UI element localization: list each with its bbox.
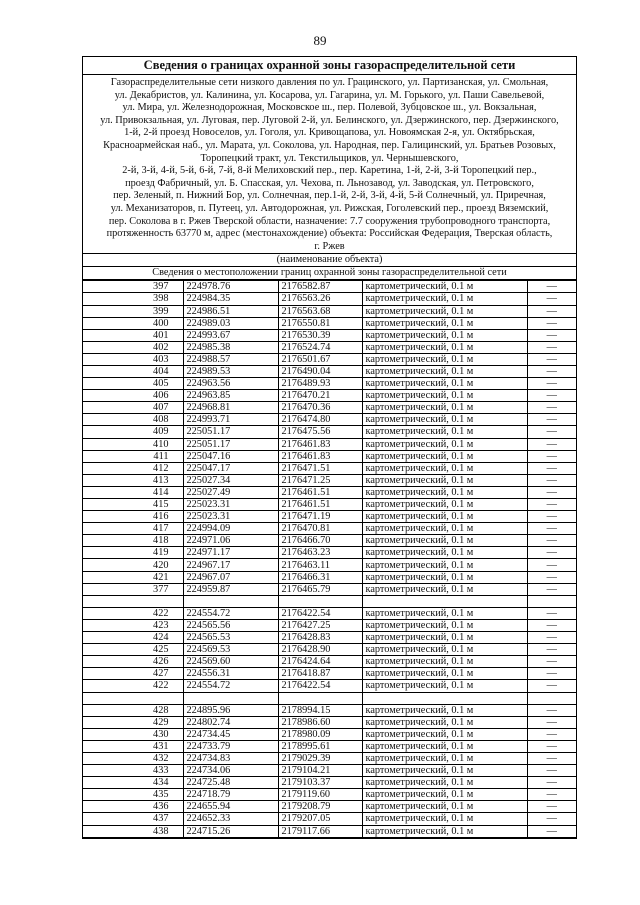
page-number: 89	[313, 33, 327, 48]
table-row	[83, 825, 576, 837]
description-cell: —	[527, 547, 576, 559]
coordinate-x: 224802.74	[183, 716, 278, 728]
method-accuracy: картометрический, 0.1 м	[362, 353, 527, 365]
point-number: 399	[83, 305, 183, 317]
coordinate-y: 2176475.56	[278, 426, 362, 438]
method-accuracy: картометрический, 0.1 м	[362, 716, 527, 728]
method-accuracy: картометрический, 0.1 м	[362, 607, 527, 619]
point-number: 422	[83, 607, 183, 619]
description-cell: —	[527, 281, 576, 293]
coordinate-x: 224967.07	[183, 571, 278, 583]
description-cell: —	[527, 317, 576, 329]
description-line: ул. Мира, ул. Железнодорожная, Московское ш., пер. Полевой, Зубцовское ш., ул. Вокзальная,	[122, 102, 537, 114]
table-row	[83, 317, 576, 329]
coordinate-y: 2179119.60	[278, 789, 362, 801]
description-cell: —	[527, 740, 576, 752]
coordinate-x: 224565.56	[183, 619, 278, 631]
description-cell: —	[527, 414, 576, 426]
method-accuracy	[362, 595, 527, 607]
table-row	[83, 607, 576, 619]
method-accuracy: картометрический, 0.1 м	[362, 450, 527, 462]
method-accuracy: картометрический, 0.1 м	[362, 704, 527, 716]
point-number: 405	[83, 378, 183, 390]
description-cell: —	[527, 535, 576, 547]
coordinate-x: 224989.53	[183, 365, 278, 377]
table-row	[83, 728, 576, 740]
coordinate-x: 225027.34	[183, 474, 278, 486]
coordinate-x: 224963.85	[183, 390, 278, 402]
coordinate-x: 224569.53	[183, 644, 278, 656]
coordinate-y: 2176470.21	[278, 390, 362, 402]
method-accuracy: картометрический, 0.1 м	[362, 474, 527, 486]
table-row	[83, 305, 576, 317]
table-row	[83, 680, 576, 692]
method-accuracy: картометрический, 0.1 м	[362, 789, 527, 801]
point-number	[83, 595, 183, 607]
coordinate-y: 2178980.09	[278, 728, 362, 740]
coordinate-x: 224967.17	[183, 559, 278, 571]
table-row	[83, 353, 576, 365]
coordinate-y: 2179207.05	[278, 813, 362, 825]
method-accuracy: картометрический, 0.1 м	[362, 656, 527, 668]
description-cell: —	[527, 353, 576, 365]
coordinate-y: 2176501.67	[278, 353, 362, 365]
coordinate-y: 2176461.83	[278, 438, 362, 450]
table-row	[83, 462, 576, 474]
method-accuracy: картометрический, 0.1 м	[362, 583, 527, 595]
description-cell: —	[527, 765, 576, 777]
point-number: 428	[83, 704, 183, 716]
description-line: г. Ржев	[314, 240, 345, 252]
point-number: 415	[83, 499, 183, 511]
coordinate-x: 224652.33	[183, 813, 278, 825]
description-cell: —	[527, 619, 576, 631]
table-row	[83, 547, 576, 559]
point-number: 403	[83, 353, 183, 365]
object-name-caption: (наименование объекта)	[83, 253, 576, 267]
description-cell: —	[527, 704, 576, 716]
coordinate-x: 225047.17	[183, 462, 278, 474]
method-accuracy: картометрический, 0.1 м	[362, 378, 527, 390]
point-number: 410	[83, 438, 183, 450]
table-row	[83, 450, 576, 462]
table-row	[83, 535, 576, 547]
coordinate-y: 2176489.93	[278, 378, 362, 390]
coordinate-y: 2176471.25	[278, 474, 362, 486]
point-number: 437	[83, 813, 183, 825]
document-frame	[82, 56, 577, 839]
table-row	[83, 559, 576, 571]
coordinate-x: 224994.09	[183, 523, 278, 535]
method-accuracy: картометрический, 0.1 м	[362, 511, 527, 523]
table-row	[83, 704, 576, 716]
coordinate-x: 224988.57	[183, 353, 278, 365]
point-number: 433	[83, 765, 183, 777]
method-accuracy: картометрический, 0.1 м	[362, 402, 527, 414]
method-accuracy: картометрический, 0.1 м	[362, 813, 527, 825]
method-accuracy: картометрический, 0.1 м	[362, 801, 527, 813]
coordinate-x: 224718.79	[183, 789, 278, 801]
point-number: 421	[83, 571, 183, 583]
coordinate-y: 2179208.79	[278, 801, 362, 813]
description-line: ул. Привокзальная, ул. Луговая, пер. Луговой 2-й, ул. Белинского, ул. Дзержинского, пер. Дзержинского,	[100, 114, 559, 126]
coordinate-y: 2176470.81	[278, 523, 362, 535]
method-accuracy: картометрический, 0.1 м	[362, 317, 527, 329]
coordinate-x: 224968.81	[183, 402, 278, 414]
coordinate-y: 2176461.51	[278, 486, 362, 498]
method-accuracy: картометрический, 0.1 м	[362, 680, 527, 692]
method-accuracy: картометрический, 0.1 м	[362, 365, 527, 377]
coordinate-x: 224984.35	[183, 293, 278, 305]
description-cell: —	[527, 801, 576, 813]
coordinate-y: 2176428.83	[278, 632, 362, 644]
method-accuracy: картометрический, 0.1 м	[362, 426, 527, 438]
coordinate-x: 225027.49	[183, 486, 278, 498]
description-cell: —	[527, 777, 576, 789]
description-cell: —	[527, 450, 576, 462]
coordinate-x: 224978.76	[183, 281, 278, 293]
description-cell: —	[527, 644, 576, 656]
point-number: 377	[83, 583, 183, 595]
method-accuracy: картометрический, 0.1 м	[362, 535, 527, 547]
description-cell: —	[527, 523, 576, 535]
coordinate-x: 224959.87	[183, 583, 278, 595]
coordinate-y: 2176563.26	[278, 293, 362, 305]
coordinate-y: 2176471.51	[278, 462, 362, 474]
description-cell: —	[527, 402, 576, 414]
boundary-section-title: Сведения о местоположении границ охранной зоны газораспределительной сети	[83, 267, 576, 280]
table-row	[83, 378, 576, 390]
point-number: 414	[83, 486, 183, 498]
method-accuracy: картометрический, 0.1 м	[362, 414, 527, 426]
description-cell: —	[527, 511, 576, 523]
point-number: 429	[83, 716, 183, 728]
point-number: 400	[83, 317, 183, 329]
coordinate-y: 2179029.39	[278, 752, 362, 764]
object-description	[83, 75, 576, 253]
method-accuracy: картометрический, 0.1 м	[362, 571, 527, 583]
method-accuracy: картометрический, 0.1 м	[362, 281, 527, 293]
description-line: Газораспределительные сети низкого давления по ул. Грацинского, ул. Партизанская, ул. Смольная,	[110, 77, 549, 88]
coordinate-x: 224554.72	[183, 607, 278, 619]
coordinates-table	[83, 280, 576, 837]
coordinate-x: 224895.96	[183, 704, 278, 716]
table-row	[83, 438, 576, 450]
table-row	[83, 740, 576, 752]
coordinate-y: 2179117.66	[278, 825, 362, 837]
table-row	[83, 801, 576, 813]
description-cell: —	[527, 607, 576, 619]
description-cell: —	[527, 378, 576, 390]
description-cell: —	[527, 499, 576, 511]
coordinate-x: 224734.45	[183, 728, 278, 740]
table-row	[83, 644, 576, 656]
method-accuracy: картометрический, 0.1 м	[362, 559, 527, 571]
document-title: Сведения о границах охранной зоны газораспределительной сети	[83, 57, 576, 75]
coordinate-y: 2176422.54	[278, 680, 362, 692]
coordinate-y: 2176424.64	[278, 656, 362, 668]
table-row	[83, 752, 576, 764]
method-accuracy: картометрический, 0.1 м	[362, 644, 527, 656]
point-number: 427	[83, 668, 183, 680]
coordinate-y: 2176466.70	[278, 535, 362, 547]
coordinate-x: 224963.56	[183, 378, 278, 390]
description-cell: —	[527, 365, 576, 377]
point-number: 404	[83, 365, 183, 377]
description-cell: —	[527, 668, 576, 680]
coordinate-y: 2178994.15	[278, 704, 362, 716]
point-number: 426	[83, 656, 183, 668]
table-row	[83, 692, 576, 704]
method-accuracy: картометрический, 0.1 м	[362, 390, 527, 402]
coordinate-y: 2176466.31	[278, 571, 362, 583]
coordinate-y: 2176470.36	[278, 402, 362, 414]
table-row	[83, 414, 576, 426]
coordinate-x: 224715.26	[183, 825, 278, 837]
description-line: 1-й, 2-й проезд Новоселов, ул. Гоголя, ул. Кривощапова, ул. Новоямская 2-я, ул. Октябрьская,	[124, 127, 535, 139]
point-number: 408	[83, 414, 183, 426]
description-line: Красноармейская наб., ул. Марата, ул. Соколова, ул. Народная, пер. Галицинский, ул. Братьев Розовых,	[103, 139, 556, 151]
description-cell: —	[527, 680, 576, 692]
method-accuracy	[362, 692, 527, 704]
description-cell: —	[527, 559, 576, 571]
table-row	[83, 499, 576, 511]
coordinate-y: 2179103.37	[278, 777, 362, 789]
coordinate-y: 2176530.39	[278, 329, 362, 341]
coordinate-x: 224725.48	[183, 777, 278, 789]
method-accuracy: картометрический, 0.1 м	[362, 728, 527, 740]
description-cell: —	[527, 583, 576, 595]
description-line: ул. Механизаторов, п. Путеец, ул. Автодорожная, ул. Рижская, Гоголевский пер., проезд Вяземский,	[110, 202, 549, 214]
point-number: 406	[83, 390, 183, 402]
point-number: 435	[83, 789, 183, 801]
description-cell: —	[527, 752, 576, 764]
table-row	[83, 668, 576, 680]
table-row	[83, 716, 576, 728]
coordinate-x	[183, 692, 278, 704]
point-number	[83, 692, 183, 704]
coordinate-y: 2176428.90	[278, 644, 362, 656]
point-number: 425	[83, 644, 183, 656]
method-accuracy: картометрический, 0.1 м	[362, 523, 527, 535]
point-number: 416	[83, 511, 183, 523]
point-number: 432	[83, 752, 183, 764]
coordinate-x	[183, 595, 278, 607]
coordinate-x: 224734.83	[183, 752, 278, 764]
coordinate-x: 224565.53	[183, 632, 278, 644]
table-row	[83, 390, 576, 402]
coordinate-x: 224971.06	[183, 535, 278, 547]
point-number: 412	[83, 462, 183, 474]
point-number: 438	[83, 825, 183, 837]
description-line: проезд Фабричный, ул. Б. Спасская, ул. Чехова, п. Льнозавод, ул. Заводская, ул. Петровского,	[125, 177, 534, 189]
coordinate-y: 2176582.87	[278, 281, 362, 293]
coordinate-y: 2176461.51	[278, 499, 362, 511]
coordinate-x: 225051.17	[183, 438, 278, 450]
point-number: 431	[83, 740, 183, 752]
description-cell: —	[527, 474, 576, 486]
coordinate-x: 224734.06	[183, 765, 278, 777]
coordinate-y: 2176550.81	[278, 317, 362, 329]
coordinate-y	[278, 595, 362, 607]
description-cell: —	[527, 632, 576, 644]
coordinate-x: 224989.03	[183, 317, 278, 329]
coordinate-x: 224554.72	[183, 680, 278, 692]
coordinate-y: 2176422.54	[278, 607, 362, 619]
point-number: 422	[83, 680, 183, 692]
table-row	[83, 511, 576, 523]
method-accuracy: картометрический, 0.1 м	[362, 825, 527, 837]
table-row	[83, 765, 576, 777]
coordinate-y: 2176465.79	[278, 583, 362, 595]
coordinate-y: 2176563.68	[278, 305, 362, 317]
point-number: 434	[83, 777, 183, 789]
coordinate-x: 224733.79	[183, 740, 278, 752]
table-row	[83, 474, 576, 486]
method-accuracy: картометрический, 0.1 м	[362, 740, 527, 752]
method-accuracy: картометрический, 0.1 м	[362, 305, 527, 317]
description-cell: —	[527, 656, 576, 668]
method-accuracy: картометрический, 0.1 м	[362, 765, 527, 777]
coordinate-x: 224556.31	[183, 668, 278, 680]
table-row	[83, 402, 576, 414]
table-row	[83, 329, 576, 341]
point-number: 397	[83, 281, 183, 293]
description-cell: —	[527, 305, 576, 317]
table-row	[83, 583, 576, 595]
method-accuracy: картометрический, 0.1 м	[362, 619, 527, 631]
method-accuracy: картометрический, 0.1 м	[362, 547, 527, 559]
table-row	[83, 813, 576, 825]
point-number: 419	[83, 547, 183, 559]
description-cell	[527, 692, 576, 704]
method-accuracy: картометрический, 0.1 м	[362, 486, 527, 498]
point-number: 417	[83, 523, 183, 535]
point-number: 407	[83, 402, 183, 414]
description-cell: —	[527, 426, 576, 438]
method-accuracy: картометрический, 0.1 м	[362, 462, 527, 474]
coordinate-x: 224986.51	[183, 305, 278, 317]
table-row	[83, 789, 576, 801]
table-row	[83, 365, 576, 377]
coordinate-y: 2176490.04	[278, 365, 362, 377]
description-cell: —	[527, 341, 576, 353]
description-cell: —	[527, 571, 576, 583]
table-row	[83, 293, 576, 305]
coordinate-x: 225047.16	[183, 450, 278, 462]
description-cell: —	[527, 390, 576, 402]
coordinate-y: 2176461.83	[278, 450, 362, 462]
table-row	[83, 426, 576, 438]
description-line: ул. Декабристов, ул. Калинина, ул. Косарова, ул. Гагарина, ул. М. Горького, ул. Паши Савельевой,	[114, 89, 545, 101]
point-number: 401	[83, 329, 183, 341]
point-number: 430	[83, 728, 183, 740]
table-row	[83, 777, 576, 789]
description-cell: —	[527, 293, 576, 305]
method-accuracy: картометрический, 0.1 м	[362, 499, 527, 511]
method-accuracy: картометрический, 0.1 м	[362, 341, 527, 353]
method-accuracy: картометрический, 0.1 м	[362, 329, 527, 341]
coordinate-y: 2176418.87	[278, 668, 362, 680]
table-row	[83, 632, 576, 644]
point-number: 411	[83, 450, 183, 462]
description-line: 2-й, 3-й, 4-й, 5-й, 6-й, 7-й, 8-й Мелиховский пер., пер. Каретина, 1-й, 2-й, 3-й Торопецкий пер.,	[122, 165, 537, 177]
description-cell: —	[527, 813, 576, 825]
description-cell: —	[527, 438, 576, 450]
coordinate-y: 2179104.21	[278, 765, 362, 777]
coordinate-y: 2178986.60	[278, 716, 362, 728]
table-row	[83, 619, 576, 631]
method-accuracy: картометрический, 0.1 м	[362, 752, 527, 764]
point-number: 413	[83, 474, 183, 486]
method-accuracy: картометрический, 0.1 м	[362, 438, 527, 450]
coordinate-y: 2178995.61	[278, 740, 362, 752]
coordinate-x: 224569.60	[183, 656, 278, 668]
point-number: 402	[83, 341, 183, 353]
coordinate-y: 2176463.23	[278, 547, 362, 559]
table-row	[83, 341, 576, 353]
coordinate-x: 225023.31	[183, 511, 278, 523]
coordinate-y: 2176471.19	[278, 511, 362, 523]
coordinate-y: 2176524.74	[278, 341, 362, 353]
point-number: 418	[83, 535, 183, 547]
method-accuracy: картометрический, 0.1 м	[362, 632, 527, 644]
coordinate-x: 225023.31	[183, 499, 278, 511]
coordinate-y: 2176474.80	[278, 414, 362, 426]
description-line: протяженность 63770 м, адрес (местонахождение) объекта: Российская Федерация, Тверская область,	[106, 228, 553, 240]
description-line: пер. Соколова в г. Ржев Тверской области, назначение: 7.7 сооружения трубопроводного транспорта,	[108, 215, 551, 227]
point-number: 420	[83, 559, 183, 571]
description-line: Торопецкий тракт, ул. Текстильщиков, ул. Чернышевского,	[200, 152, 459, 164]
description-cell: —	[527, 486, 576, 498]
description-cell: —	[527, 329, 576, 341]
method-accuracy: картометрический, 0.1 м	[362, 293, 527, 305]
table-row	[83, 656, 576, 668]
description-cell: —	[527, 789, 576, 801]
point-number: 424	[83, 632, 183, 644]
coordinate-x: 224993.71	[183, 414, 278, 426]
coordinate-x: 224993.67	[183, 329, 278, 341]
method-accuracy: картометрический, 0.1 м	[362, 668, 527, 680]
method-accuracy: картометрический, 0.1 м	[362, 777, 527, 789]
description-cell	[527, 595, 576, 607]
description-cell: —	[527, 825, 576, 837]
coordinate-y: 2176427.25	[278, 619, 362, 631]
coordinate-x: 224985.38	[183, 341, 278, 353]
coordinate-y	[278, 692, 362, 704]
point-number: 423	[83, 619, 183, 631]
table-row	[83, 523, 576, 535]
table-row	[83, 281, 576, 293]
table-row	[83, 486, 576, 498]
table-row	[83, 571, 576, 583]
coordinate-x: 225051.17	[183, 426, 278, 438]
point-number: 398	[83, 293, 183, 305]
point-number: 436	[83, 801, 183, 813]
description-line: пер. Зеленый, п. Нижний Бор, ул. Солнечная, пер.1-й, 2-й, 3-й, 4-й, 5-й Солнечный, ул. Приречная,	[113, 190, 546, 202]
point-number: 409	[83, 426, 183, 438]
description-cell: —	[527, 462, 576, 474]
coordinate-y: 2176463.11	[278, 559, 362, 571]
description-cell: —	[527, 728, 576, 740]
coordinate-x: 224655.94	[183, 801, 278, 813]
coordinate-x: 224971.17	[183, 547, 278, 559]
table-row	[83, 595, 576, 607]
description-cell: —	[527, 716, 576, 728]
